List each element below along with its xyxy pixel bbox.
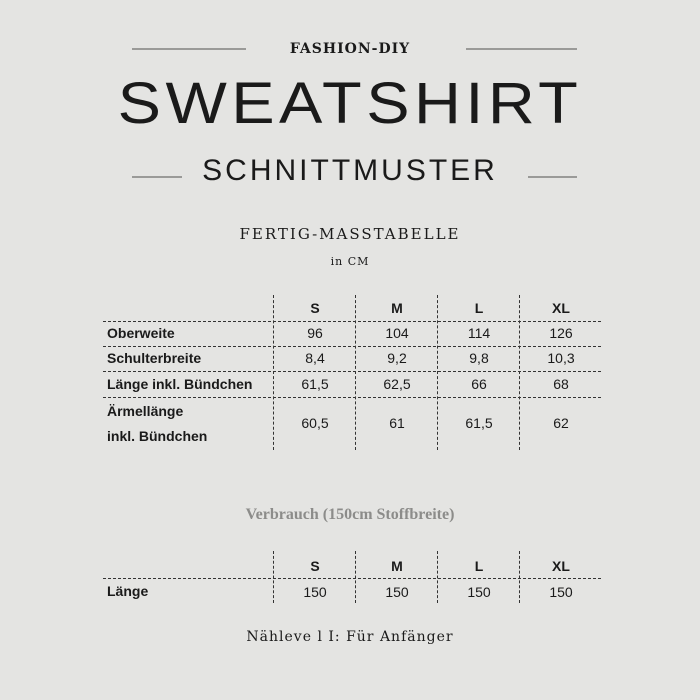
table-cell: 150: [549, 584, 573, 600]
row-label-aermellaenge-line2: inkl. Bündchen: [107, 428, 208, 444]
brand-kicker: FASHION-DIY: [289, 41, 411, 57]
table-cell: 66: [471, 376, 487, 392]
size-table-divider: [437, 295, 438, 450]
table-cell: 9,2: [387, 350, 407, 366]
size-table-rule: [103, 397, 601, 398]
size-table-divider: [519, 295, 520, 450]
size-table-divider: [273, 295, 274, 450]
consumption-table-divider: [355, 551, 356, 603]
sewing-level: Nähleve l I: Für Anfänger: [246, 629, 454, 645]
consumption-column-header: S: [310, 558, 320, 574]
table-cell: 9,8: [469, 350, 489, 366]
table-cell: 62: [553, 415, 569, 431]
row-label-aermellaenge: Ärmellänge: [107, 403, 184, 419]
consumption-table-divider: [273, 551, 274, 603]
table-cell: 104: [385, 325, 409, 341]
table-cell: 61,5: [301, 376, 329, 392]
table-cell: 150: [385, 584, 409, 600]
table-cell: 150: [467, 584, 491, 600]
table-cell: 62,5: [383, 376, 411, 392]
size-column-header: XL: [552, 300, 570, 316]
page-title: SWEATSHIRT: [117, 71, 583, 136]
size-column-header: M: [391, 300, 403, 316]
table-cell: 8,4: [305, 350, 325, 366]
consumption-column-header: M: [391, 558, 403, 574]
table-cell: 60,5: [301, 415, 329, 431]
consumption-table-divider: [437, 551, 438, 603]
page-subtitle: SCHNITTMUSTER: [202, 154, 498, 187]
table-cell: 96: [307, 325, 323, 341]
size-column-header: S: [310, 300, 320, 316]
consumption-column-header: XL: [552, 558, 570, 574]
size-table-rule: [103, 321, 601, 322]
table-cell: 68: [553, 376, 569, 392]
consumption-table-divider: [519, 551, 520, 603]
table-cell: 10,3: [547, 350, 575, 366]
row-label-laenge: Länge inkl. Bündchen: [107, 376, 253, 392]
size-table-title: FERTIG-MASSTABELLE: [239, 225, 461, 243]
table-cell: 61: [389, 415, 405, 431]
size-table-divider: [355, 295, 356, 450]
row-label-stofflaenge: Länge: [107, 583, 149, 599]
size-column-header: L: [474, 300, 484, 316]
consumption-table-rule: [103, 578, 601, 579]
table-cell: 150: [303, 584, 327, 600]
table-cell: 61,5: [465, 415, 493, 431]
row-label-oberweite: Oberweite: [107, 325, 175, 341]
size-table-unit: in CM: [330, 255, 370, 268]
table-cell: 126: [549, 325, 573, 341]
row-label-schulterbreite: Schulterbreite: [107, 350, 202, 366]
table-cell: 114: [467, 325, 491, 341]
consumption-title: Verbrauch (150cm Stoffbreite): [245, 506, 455, 523]
consumption-column-header: L: [474, 558, 484, 574]
